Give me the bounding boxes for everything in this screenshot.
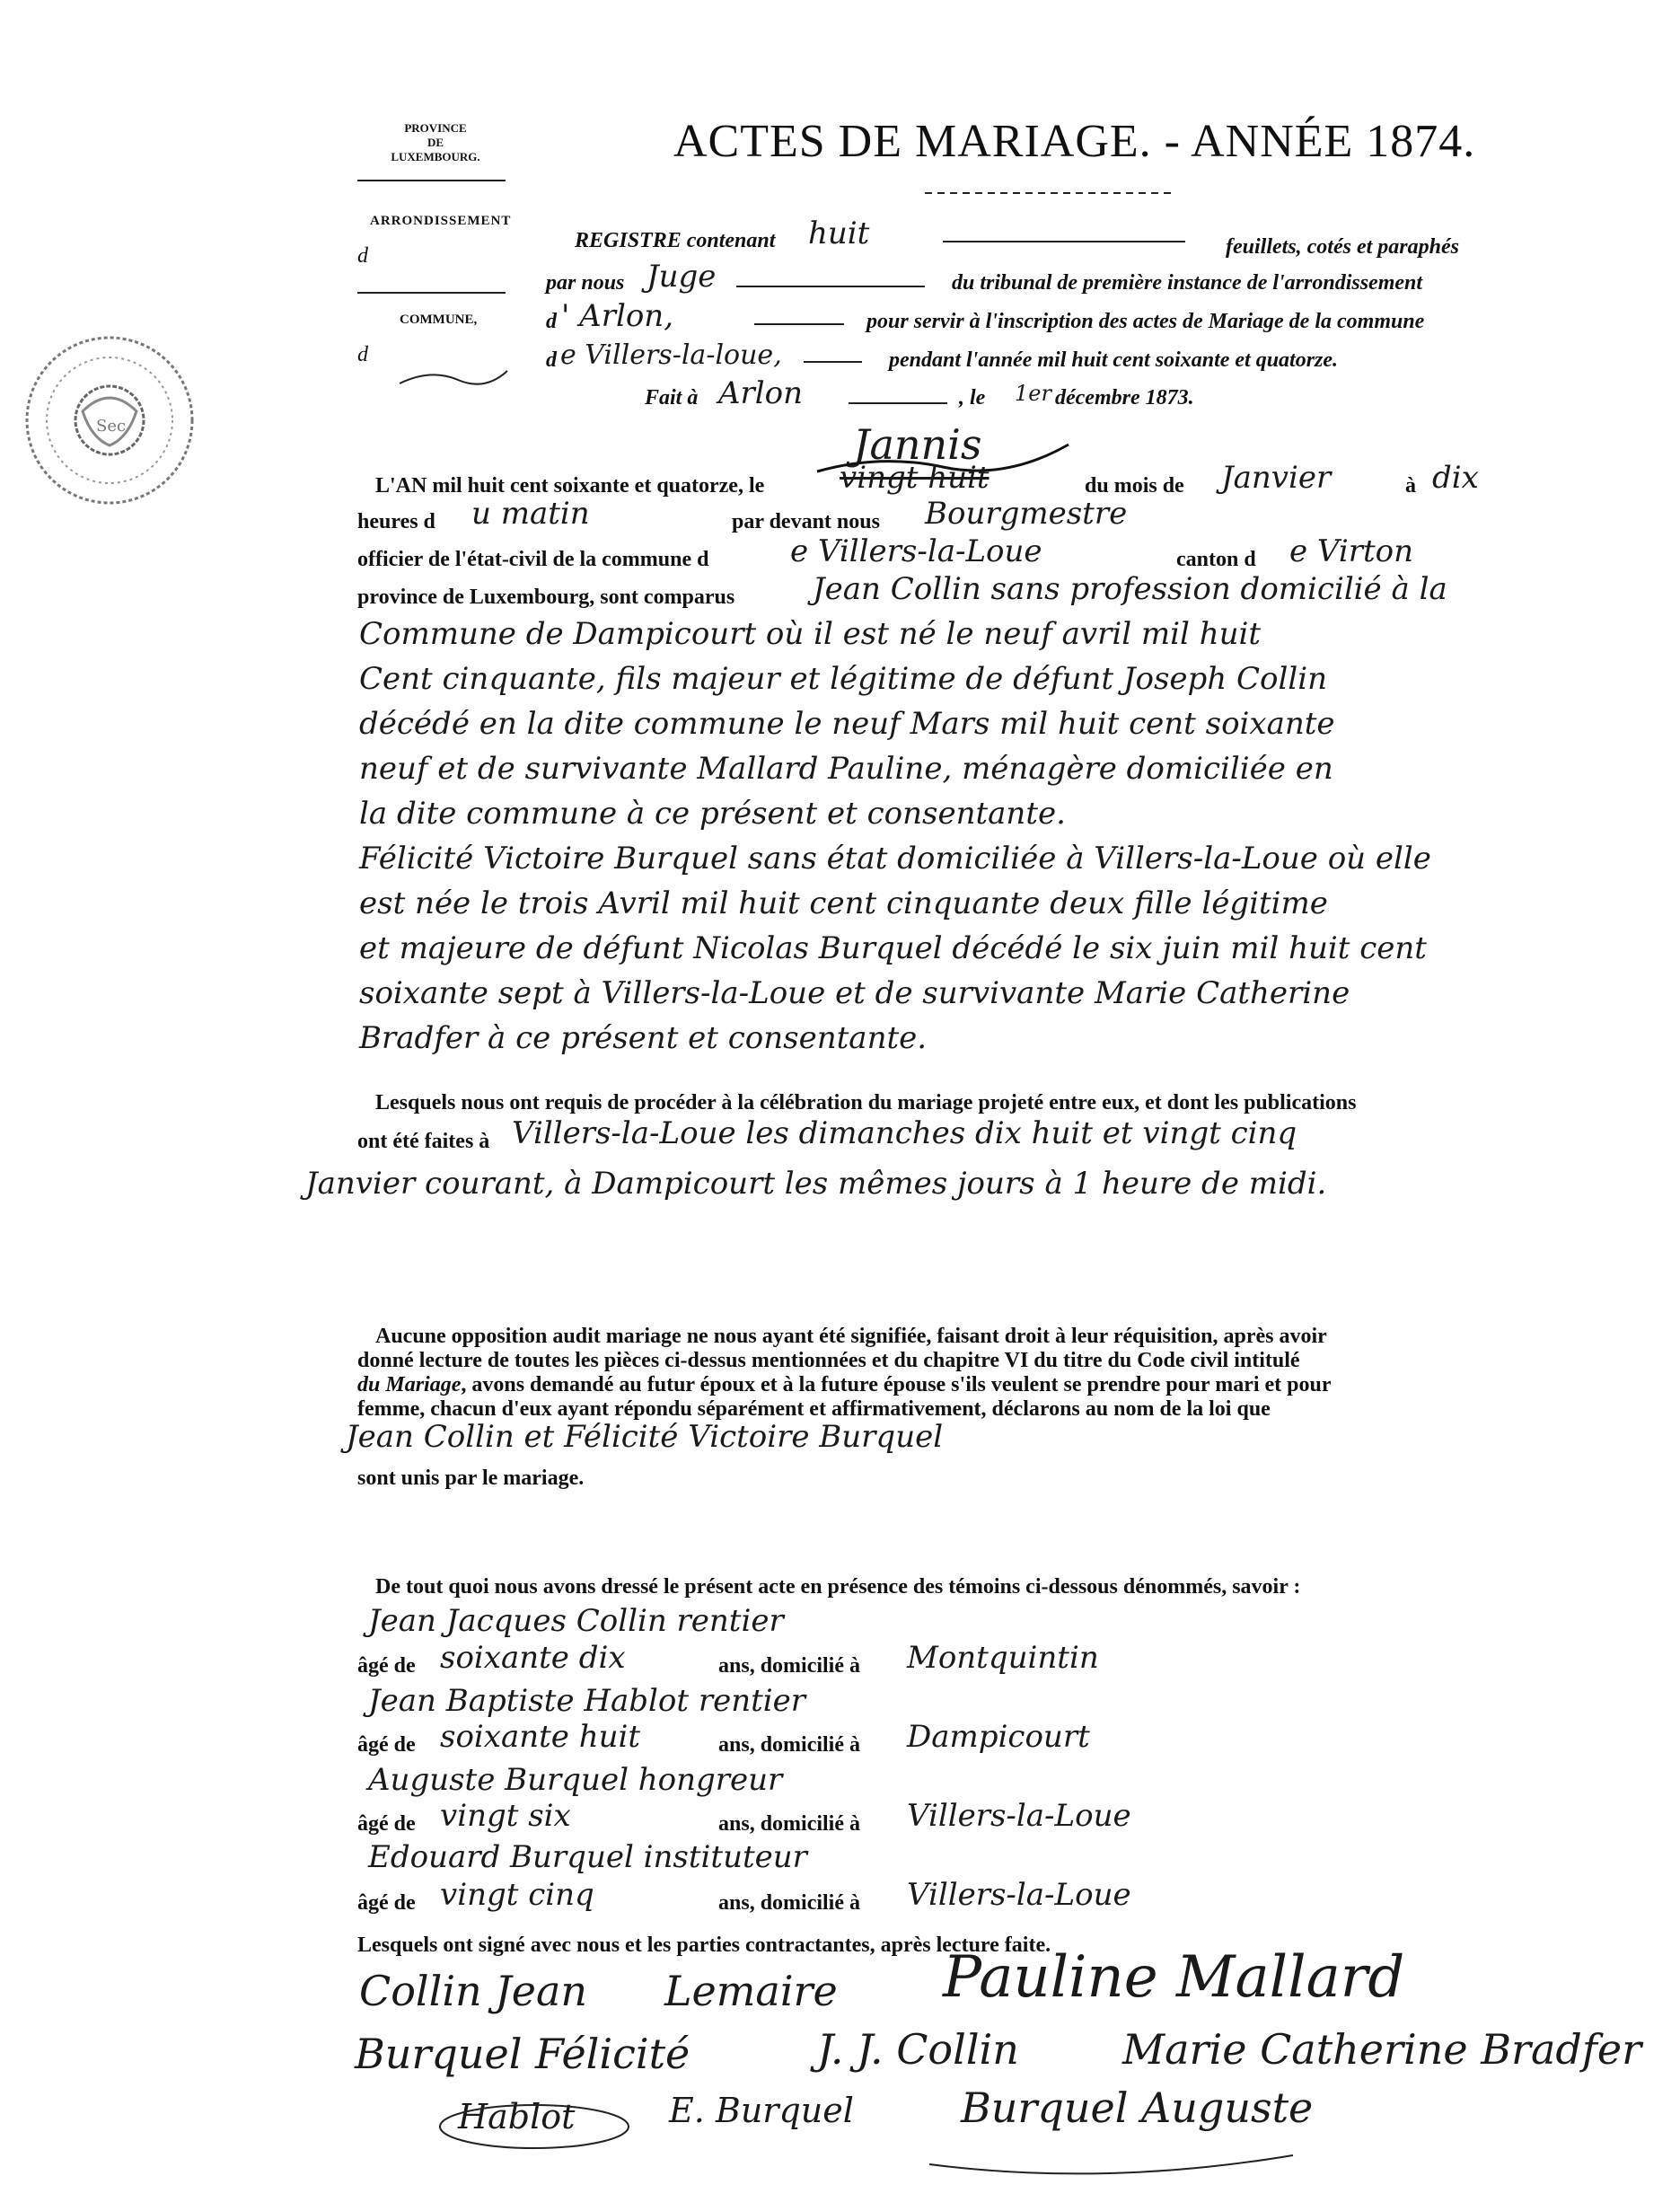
act-p2-print-b: par devant nous bbox=[732, 510, 880, 533]
publications-line-1: Lesquels nous ont requis de procéder à la célébration du mariage projeté entre eux, et dont les publications bbox=[375, 1091, 1357, 1114]
signature-e-burquel: E. Burquel bbox=[669, 2091, 854, 2130]
opposition-line-2: donné lecture de toutes les pièces ci-dessus mentionnées et du chapitre VI du titre du Code civil intitulé bbox=[357, 1349, 1300, 1372]
witness-4-name: Edouard Burquel instituteur bbox=[368, 1839, 807, 1875]
signature-collin-jean: Collin Jean bbox=[359, 1967, 587, 2015]
signature-pauline-mallard: Pauline Mallard bbox=[943, 1944, 1405, 2011]
publications-line-2-hand: Villers-la-Loue les dimanches dix huit et vingt cinq bbox=[512, 1115, 1297, 1151]
witness-3-ans-label: ans, domicilié à bbox=[718, 1812, 861, 1836]
act-line-6: Cent cinquante, fils majeur et légitime de défunt Joseph Collin bbox=[359, 661, 1327, 697]
hablot-flourish bbox=[431, 2092, 638, 2155]
witness-2-place: Dampicourt bbox=[907, 1719, 1090, 1755]
publications-line-2-print: ont été faites à bbox=[357, 1130, 490, 1153]
act-p3-hand: e Villers-la-Loue bbox=[790, 533, 1042, 569]
witness-1-name: Jean Jacques Collin rentier bbox=[368, 1603, 784, 1639]
signature-burquel-auguste: Burquel Auguste bbox=[961, 2083, 1314, 2132]
title-underline bbox=[925, 184, 1176, 202]
witness-1-age-label: âgé de bbox=[357, 1654, 416, 1678]
registre-l3-print-b: pour servir à l'inscription des actes de Mariage de la commune bbox=[866, 310, 1425, 333]
witness-4-age-label: âgé de bbox=[357, 1891, 416, 1915]
signature-burquel-felicite: Burquel Félicité bbox=[355, 2030, 690, 2078]
act-line-8: neuf et de survivante Mallard Pauline, ménagère domiciliée en bbox=[359, 751, 1333, 787]
registre-l5-print: Fait à bbox=[645, 386, 699, 410]
act-p1-print-c: à bbox=[1405, 474, 1416, 498]
opposition-line-6: sont unis par le mariage. bbox=[357, 1467, 585, 1490]
opposition-line-1: Aucune opposition audit mariage ne nous ayant été signifiée, faisant droit à leur réquisition, après avoir bbox=[375, 1325, 1327, 1348]
witness-3-place: Villers-la-Loue bbox=[907, 1798, 1131, 1834]
act-p3-hand2: e Virton bbox=[1289, 533, 1414, 569]
registre-l1-print: REGISTRE contenant bbox=[575, 229, 776, 252]
act-p4-print: province de Luxembourg, sont comparus bbox=[357, 586, 735, 609]
act-line-5: Commune de Dampicourt où il est né le neuf avril mil huit bbox=[359, 616, 1262, 652]
act-p3-print: officier de l'état-civil de la commune d bbox=[357, 548, 709, 571]
registre-l5-hand2: 1er bbox=[1015, 381, 1051, 406]
witness-1-age: soixante dix bbox=[440, 1640, 626, 1676]
opposition-line-4: femme, chacun d'eux ayant répondu séparément et affirmativement, déclarons au nom de la loi que bbox=[357, 1397, 1271, 1421]
registre-l2-print-b: du tribunal de première instance de l'arrondissement bbox=[952, 271, 1423, 295]
act-line-9: la dite commune à ce présent et consentante. bbox=[359, 796, 1066, 832]
opposition-line-3 bbox=[357, 1373, 1332, 1397]
act-line-12: et majeure de défunt Nicolas Burquel décédé le six juin mil huit cent bbox=[359, 930, 1427, 966]
witness-2-age: soixante huit bbox=[440, 1719, 641, 1755]
act-p1-hand2: Janvier bbox=[1221, 460, 1332, 496]
act-p2-print: heures d bbox=[357, 510, 435, 533]
act-p4-hand: Jean Collin sans profession domicilié à la bbox=[813, 571, 1447, 607]
registre-l5-print-b: , le bbox=[959, 386, 986, 410]
commune-d: d bbox=[357, 343, 368, 366]
registre-l2-print: par nous bbox=[546, 271, 625, 295]
witness-1-ans-label: ans, domicilié à bbox=[718, 1654, 861, 1678]
witness-2-ans-label: ans, domicilié à bbox=[718, 1733, 861, 1757]
registre-l5-hand: Arlon bbox=[718, 375, 804, 411]
registre-l3-print: d bbox=[546, 310, 557, 333]
witness-2-age-label: âgé de bbox=[357, 1733, 416, 1757]
act-line-10: Félicité Victoire Burquel sans état domiciliée à Villers-la-Loue où elle bbox=[359, 841, 1431, 876]
opposition-names: Jean Collin et Félicité Victoire Burquel bbox=[346, 1419, 944, 1455]
registre-l2-hand: Juge bbox=[646, 259, 717, 295]
publications-line-3: Janvier courant, à Dampicourt les mêmes jours à 1 heure de midi. bbox=[305, 1166, 1327, 1202]
registre-l5-print-c: décembre 1873. bbox=[1055, 386, 1194, 410]
act-line-13: soixante sept à Villers-la-Loue et de survivante Marie Catherine bbox=[359, 975, 1350, 1011]
witness-3-age: vingt six bbox=[440, 1798, 571, 1834]
flourish-decoration bbox=[395, 364, 512, 391]
province-label: PROVINCE DE LUXEMBOURG. bbox=[391, 121, 480, 163]
registre-l4-hand: e Villers-la-loue, bbox=[560, 339, 782, 371]
registre-l4-print: d bbox=[546, 348, 557, 372]
signature-jj-collin: J. J. Collin bbox=[817, 2025, 1019, 2074]
witness-4-place: Villers-la-Loue bbox=[907, 1877, 1131, 1913]
page-title: ACTES DE MARIAGE. - ANNÉE 1874. bbox=[673, 116, 1476, 167]
registre-l1-print-b: feuillets, cotés et paraphés bbox=[1226, 235, 1459, 259]
act-line-14: Bradfer à ce présent et consentante. bbox=[359, 1020, 928, 1056]
witness-3-age-label: âgé de bbox=[357, 1812, 416, 1836]
act-p1-hand3: dix bbox=[1432, 460, 1479, 496]
witness-4-age: vingt cinq bbox=[440, 1877, 594, 1913]
act-p1-hand: vingt huit bbox=[840, 460, 990, 496]
signature-hablot: Hablot bbox=[458, 2097, 576, 2136]
registre-l4-print-b: pendant l'année mil huit cent soixante et quatorze. bbox=[889, 348, 1339, 372]
act-p2-hand: u matin bbox=[471, 496, 590, 532]
act-p2-hand2: Bourgmestre bbox=[925, 496, 1128, 532]
witness-3-name: Auguste Burquel hongreur bbox=[368, 1762, 783, 1798]
act-line-7: décédé en la dite commune le neuf Mars mil huit cent soixante bbox=[359, 706, 1335, 742]
du-mariage-title: du Mariage bbox=[357, 1373, 462, 1396]
svg-text:Sec: Sec bbox=[96, 417, 127, 436]
arrondissement-d: d bbox=[357, 244, 368, 268]
act-p3-print-b: canton d bbox=[1176, 548, 1256, 571]
act-line-11: est née le trois Avril mil huit cent cinquante deux fille légitime bbox=[359, 885, 1328, 921]
opposition-line-3-rest: , avons demandé au futur époux et à la future épouse s'ils veulent se prendre pour mari et pour bbox=[461, 1373, 1332, 1396]
registre-l1-hand: huit bbox=[808, 216, 870, 251]
witness-4-ans-label: ans, domicilié à bbox=[718, 1891, 861, 1915]
signature-marie-catherine-bradfer: Marie Catherine Bradfer bbox=[1122, 2025, 1642, 2074]
official-seal-stamp bbox=[20, 330, 199, 510]
witnesses-closing: Lesquels ont signé avec nous et les parties contractantes, après lecture faite. bbox=[357, 1934, 1051, 1957]
act-p1-print-b: du mois de bbox=[1085, 474, 1184, 498]
registre-l3-hand: ' Arlon, bbox=[561, 298, 674, 334]
judge-signature: Jannis bbox=[853, 420, 982, 469]
witnesses-intro: De tout quoi nous avons dressé le présent acte en présence des témoins ci-dessous dénommés, savoir : bbox=[375, 1575, 1301, 1599]
arrondissement-label: ARRONDISSEMENT bbox=[370, 214, 512, 228]
witness-1-place: Montquintin bbox=[907, 1640, 1099, 1676]
witness-2-name: Jean Baptiste Hablot rentier bbox=[368, 1683, 806, 1719]
signature-lemaire: Lemaire bbox=[664, 1967, 838, 2015]
auguste-flourish bbox=[925, 2146, 1302, 2191]
act-p1-print: L'AN mil huit cent soixante et quatorze, le bbox=[375, 474, 765, 498]
commune-label: COMMUNE, bbox=[400, 313, 478, 327]
